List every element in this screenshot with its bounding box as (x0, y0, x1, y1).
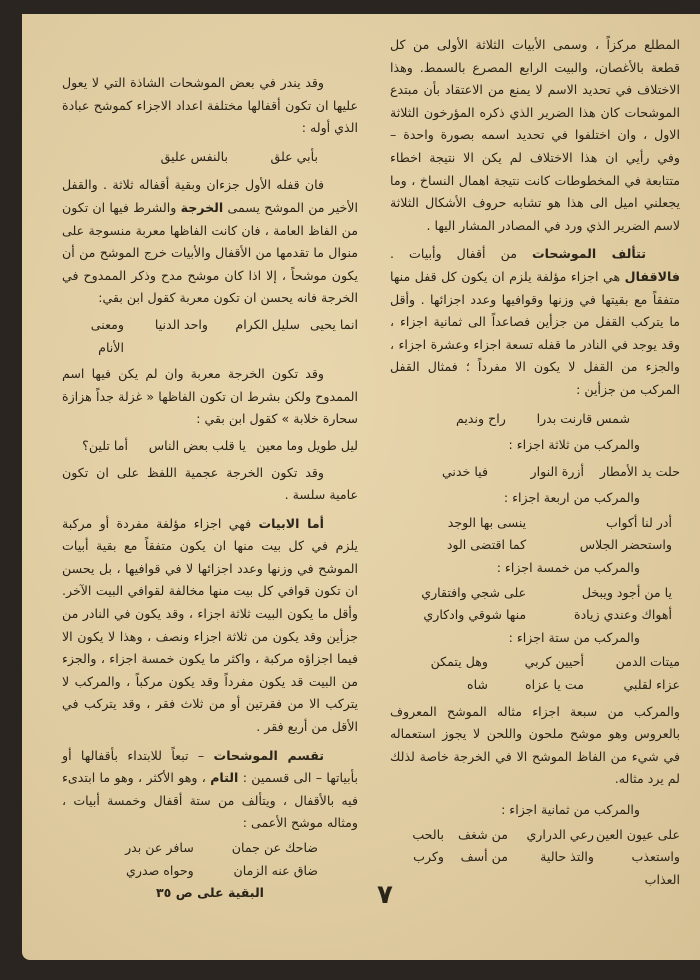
verse (390, 846, 680, 891)
verse-part: كما اقتضى الود (446, 537, 527, 553)
verse (390, 604, 680, 627)
verse-part: حلت يد الأمطار (599, 463, 680, 479)
verse-part: ضاق عنه الزمان (233, 862, 318, 878)
label: والمركب من ستة اجزاء : (508, 629, 640, 645)
verse-part: ضاحك عن جمان (231, 840, 318, 855)
text: فهي اجزاء مؤلفة مفردة أو مركبة يلزم في كل بيت منها ان يكون متفقاً مع بقية أبيات الموشح في وزنها وعدد اجزائها لا في قوافيها ، بل يحسن ان تكون قوافي كل بيت منها مخالفة لقوافي البيت الآخر. وأقل ما يكون البيت ثلاثة اجزاء ، وقد يكون في النادر من جزأين وقد يكون من ثلاثة اجزاء ونصف ، وهذا لا يكون الا فيما اجزاؤه مركبة ، واكثر ما يكون خمسة اجزاء ، والجزء من البيت قد يكون مفرداً وقد يكون مركباً ، والمركب لا يتركب الا من فقرتين أو من ثلاث فقر ، وقد يتركب في الأقل من أربع فقر . (62, 515, 358, 735)
verse-part: عزاء لقلبي (623, 677, 680, 693)
verse (390, 534, 680, 557)
label: والمركب من اربعة اجزاء : (503, 490, 640, 506)
paragraph: وقد يندر في بعض الموشحات الشاذة التي لا يعول عليها ان تكون أقفالها مختلفة اعداد الاجزاء كموشح عبادة الذي أوله : (62, 75, 358, 136)
paragraph: المطلع مركزاً ، وسمى الأبيات الثلاثة الأولى من كل قطعة بالأغصان، والبيت الرابع المصرع بالسمط. وهذا الاختلاف في تحديد الاسم لا يمنع من الاعتقاد بأن مبتدع الموشحات كان هذا الضرير الذي ذكره المؤرخون الثلاثة الاول ، وان اختلفوا في تحديد اسمه بصورة واحدة – وفي رأيي ان هذا الاختلاف لم يكن الا نتيجة اخطاء متتابعة في المخطوطات كانت نتيجة اهمال النساخ ، وما يجعلني اميل الى هذا هو تشابه حروف الأشكال الثلاثة لاسم الضرير الذي ورد في المصادر المشار اليها . (390, 37, 680, 233)
verse-part: سليل الكرام (235, 316, 300, 332)
verse (62, 435, 358, 458)
text: فان قفله الأول جزءان وبقية أقفاله ثلاثة . والقفل الأخير من الموشح يسمى (62, 177, 358, 215)
verse-part: شمس قارنت بدرا (536, 410, 630, 426)
verse-part: يا قلب بعض الناس (148, 437, 246, 453)
verse-part: منها شوقي وادكاري (423, 607, 527, 623)
paragraph: والمركب من سبعة اجزاء مثاله الموشح المعروف بالعروس وهو موشح ملحون واللحن لا يجوز استعماله في شيء من الفاظ الموشح الا في الخرجة خاصة لذلك لم يرد مثاله. (390, 703, 680, 787)
text: – تبعاً للابتداء بأقفالها أو بأبياتها – الى قسمين : (62, 747, 359, 786)
verse (390, 582, 680, 605)
verse-part: على عيون العين (595, 826, 680, 842)
verse-part: وكرب (413, 849, 444, 865)
verse-part: وحواه صدري (126, 862, 194, 878)
verse-part: بالحب (412, 826, 444, 842)
paragraph: وقد تكون الخرجة عجمية اللفظ على ان تكون عامية سلسة . (62, 464, 358, 503)
paragraph (62, 745, 358, 835)
verse-part: راح ونديم (456, 410, 506, 426)
verse-part: واستعذب العذاب (631, 849, 680, 887)
continued-note: البقية على ص ٣٥ (156, 885, 264, 901)
term: الخرجة (180, 199, 224, 215)
verse-part: يا من أجود ويبخل (581, 584, 672, 600)
verse-part: أزرة النوار (530, 463, 584, 479)
paragraph (62, 174, 358, 310)
text: هي اجزاء مؤلفة يلزم ان يكون كل قفل منها متفقاً مع بقيتها في وزنها وقوافيها وعدد اجزائها . وأقل ما يتركب القفل من جزأين فصاعداً الى ثمانية اجزاء ، وقد يوجد في النادر ما قفله تسعة اجزاء وعشرة اجزاء ، والجزء من القفل لا يكون الا مفرداً ؛ فمثال القفل المركب من جزأين : (390, 268, 680, 397)
verse (62, 146, 358, 169)
left-column (62, 72, 358, 907)
page-number: ٧ (377, 880, 393, 910)
heading-inline: تتألف الموشحات (532, 246, 646, 262)
verse-part: ميتات الدمن (615, 654, 680, 670)
verse-part: مت يا عزاه (524, 677, 584, 693)
heading-inline: أما الابيات (258, 515, 324, 531)
verse-part: رعي الدراري (526, 826, 594, 842)
heading-inline: تقسم الموشحات (213, 747, 324, 763)
text: من أقفال وأبيات . (390, 246, 532, 262)
verse-part: انما يحيى (309, 316, 358, 332)
verse-part: من أسف (460, 849, 508, 865)
verse (390, 408, 680, 431)
verse-part: بأبي علق (270, 148, 318, 164)
verse-part: على شجي وافتقاري (421, 584, 527, 600)
verse (390, 674, 680, 697)
paragraph: وقد تكون الخرجة معربة وان لم يكن فيها اسم الممدوح ولكن بشرط ان تكون الفاظها « غزلة جداً هزازة سحارة خلابة » كقول ابن بقي : (62, 366, 358, 427)
verse-part: ينسى بها الوجد (447, 514, 527, 530)
verse (62, 860, 358, 883)
verse-part: بالنفس عليق (160, 148, 228, 164)
verse-part: والتذ حالية (540, 849, 594, 865)
verse-part: أحيين كربي (524, 654, 584, 670)
verse (390, 512, 680, 535)
verse (390, 824, 680, 847)
verse-part: واحد الدنيا (154, 316, 208, 332)
verse-part: أدر لنا أكواب (605, 514, 672, 530)
text: ، وهو الأكثر ، وهو ما ابتدىء فيه بالأقفال ، ويتألف من ستة أقفال وخمسة أبيات ، ومثاله موشح الأعمى : (62, 770, 358, 831)
paragraph (62, 513, 358, 739)
verse (390, 651, 680, 674)
verse-part: أهواك وعندي زيادة (573, 607, 672, 623)
verse-part: شاه (467, 677, 488, 693)
verse-part: من شغف (458, 826, 508, 842)
verse (62, 314, 358, 359)
heading-inline: فالاقفال (624, 268, 680, 284)
label: والمركب من ثمانية اجزاء : (501, 802, 640, 817)
verse-part: ومعنى الأنام (90, 316, 124, 355)
verse-part: واستحضر الجلاس (579, 537, 672, 553)
paragraph (390, 243, 680, 401)
label: والمركب من خمسة اجزاء : (496, 560, 640, 576)
term: التام (210, 770, 239, 786)
verse (390, 461, 680, 484)
label: والمركب من ثلاثة اجزاء : (508, 437, 640, 453)
verse-part: ليل طويل وما معين (256, 437, 358, 453)
verse-part: فيا خدني (441, 463, 488, 479)
verse (62, 837, 358, 860)
text: والشرط فيها ان تكون من الفاظ العامة ، فان كانت الفاظها معربة منسوجة على منوال ما تقدمها من الأقفال والأبيات خرج الموشح من أن يكون موشحاً ، إلا اذا كان موشح مدح وذكر الممدوح في الخرجة فانه يحسن ان تكون معربة كقول ابن بقي: (62, 199, 358, 306)
right-column (390, 34, 680, 891)
document-page (22, 14, 700, 960)
verse-part: سافر عن بدر (125, 840, 194, 855)
verse-part: أما تلين؟ (82, 437, 128, 453)
verse-part: وهل يتمكن (430, 654, 488, 670)
